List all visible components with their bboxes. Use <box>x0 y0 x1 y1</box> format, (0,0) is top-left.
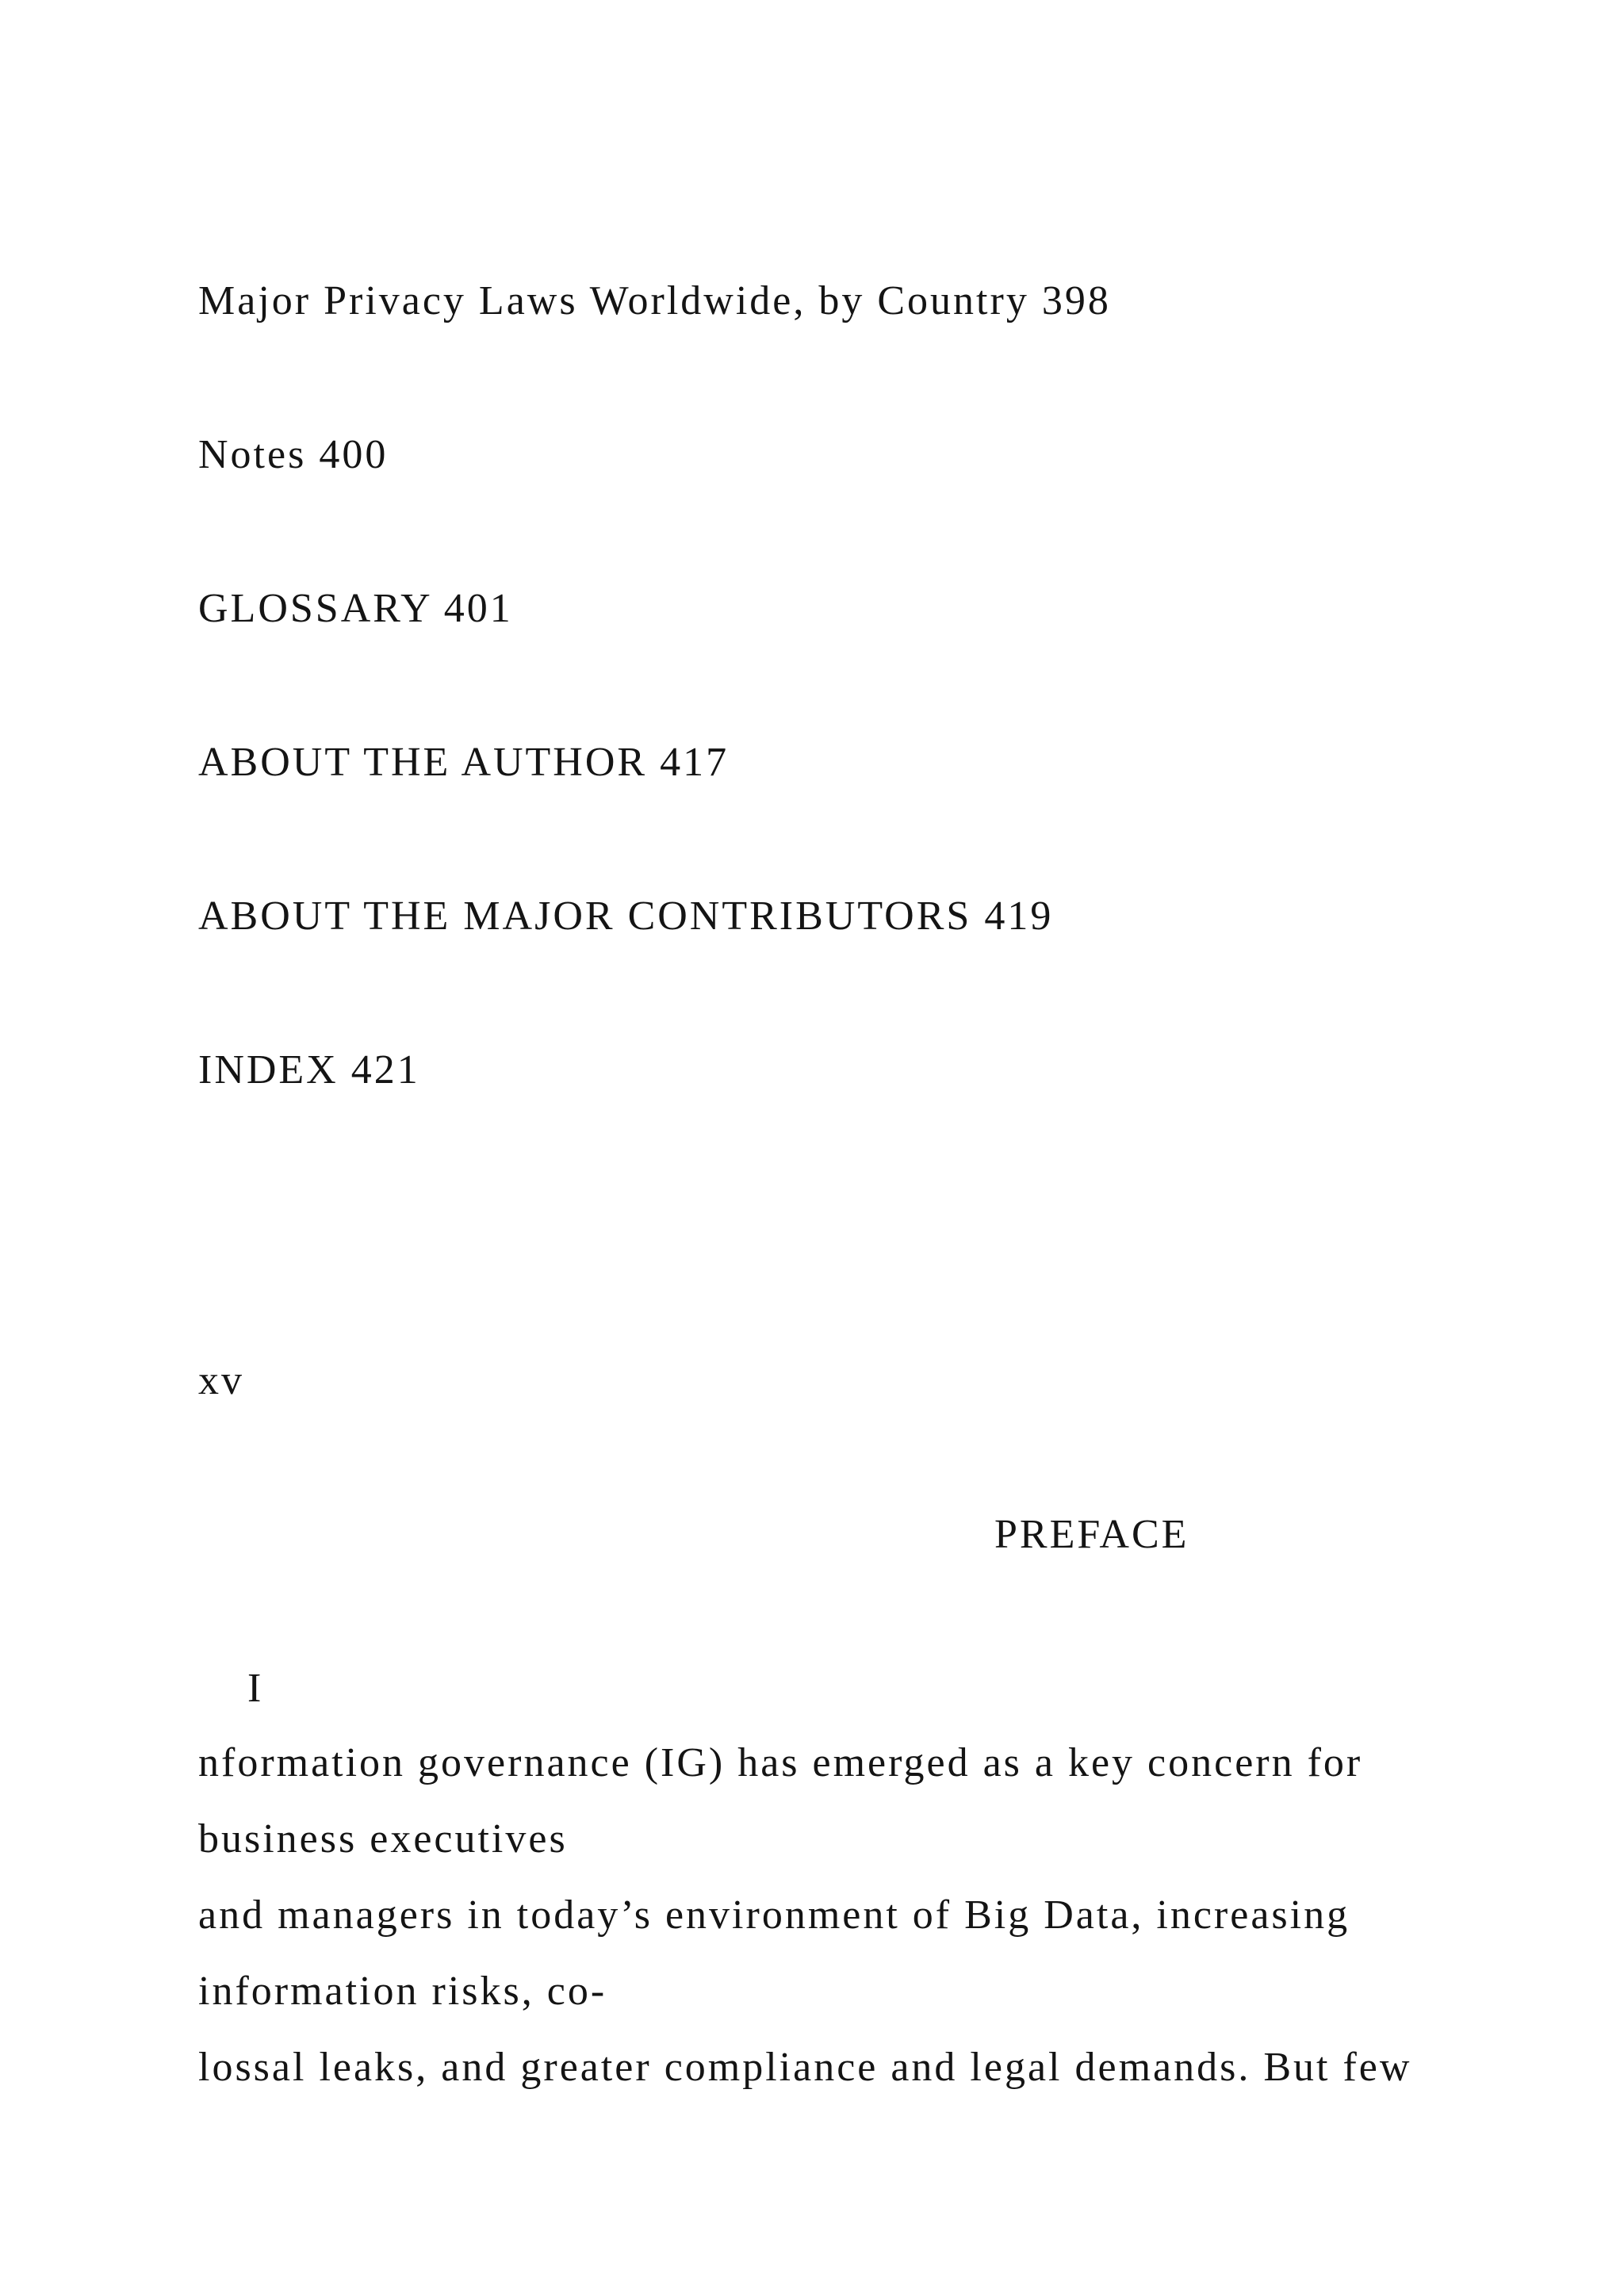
toc-entry-glossary: GLOSSARY 401 <box>198 586 513 631</box>
page-number: xv <box>198 1358 244 1403</box>
preface-line-3: and managers in today’s environment of Big Data, increasing <box>198 1892 1350 1938</box>
preface-line-2: business executives <box>198 1816 568 1862</box>
preface-initial-letter: I <box>247 1666 264 1711</box>
toc-entry-index: INDEX 421 <box>198 1047 420 1093</box>
preface-line-4: information risks, co- <box>198 1969 607 2014</box>
toc-entry-about-contributors: ABOUT THE MAJOR CONTRIBUTORS 419 <box>198 894 1054 939</box>
preface-line-1: nformation governance (IG) has emerged as a key concern for <box>198 1740 1363 1785</box>
preface-heading: PREFACE <box>994 1512 1189 1557</box>
preface-line-5: lossal leaks, and greater compliance and legal demands. But few <box>198 2045 1412 2090</box>
toc-entry-privacy-laws: Major Privacy Laws Worldwide, by Country 398 <box>198 278 1111 323</box>
toc-entry-notes: Notes 400 <box>198 432 389 477</box>
toc-entry-about-author: ABOUT THE AUTHOR 417 <box>198 740 730 785</box>
